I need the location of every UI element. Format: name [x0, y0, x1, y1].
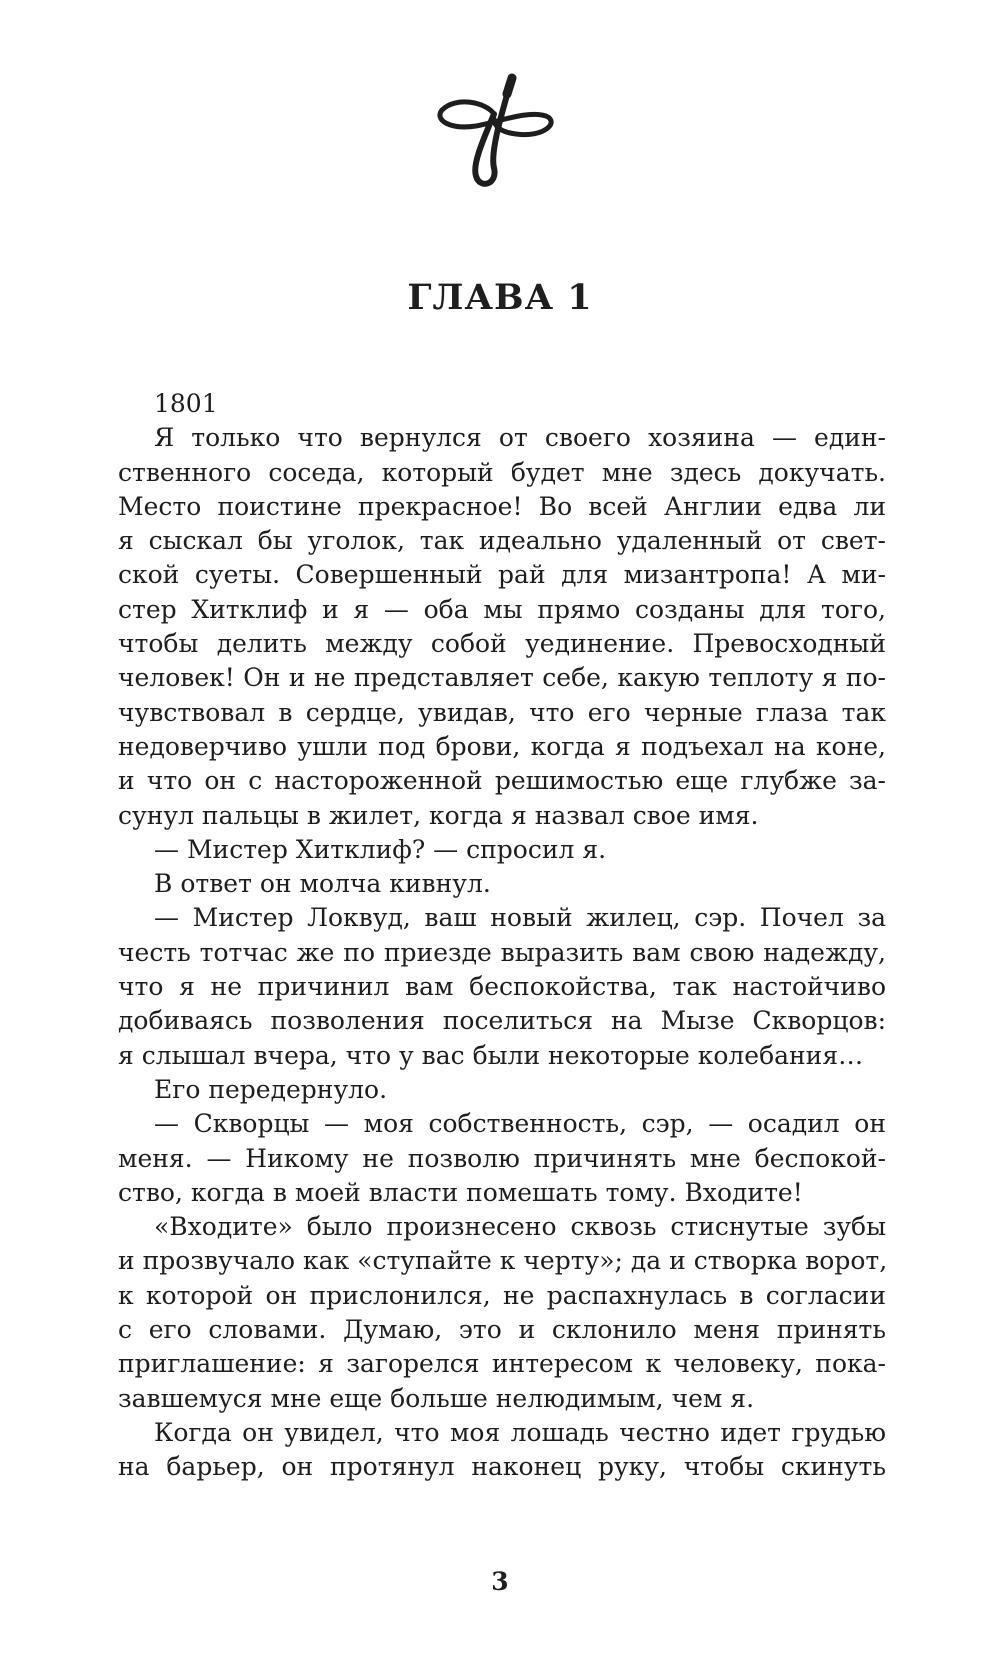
text-line: сунул пальцы в жилет, когда я назвал свое имя. — [118, 800, 759, 830]
text-line: — Скворцы — моя собственность, сэр, — осадил он — [154, 1109, 886, 1139]
text-line: ственного соседа, который будет мне здесь докучать. — [118, 457, 886, 487]
text-line: 1801 — [154, 389, 218, 418]
text-line: недоверчиво ушли под брови, когда я подъехал на коне, — [118, 731, 886, 761]
text-line: Его передернуло. — [154, 1074, 388, 1104]
text-line: добиваясь позволения поселиться на Мызе Скворцов: — [118, 1006, 886, 1036]
text-line: с его словами. Думаю, это и склонило меня принять — [118, 1315, 886, 1345]
text-line: Когда он увидел, что моя лошадь честно идет грудью — [154, 1417, 886, 1447]
text-line: к которой он прислонился, не распахнулась в согласии — [118, 1280, 886, 1310]
text-line: честь тотчас же по приезде выразить вам свою надежду, — [118, 937, 886, 967]
text-line: что я не причинил вам беспокойства, так настойчиво — [118, 972, 886, 1002]
body-text — [118, 387, 886, 1485]
text-line: «Входите» было произнесено сквозь стиснутые зубы — [154, 1212, 886, 1242]
text-line: меня. — Никому не позволю причинять мне беспокой- — [118, 1143, 886, 1173]
decorative-flourish-icon — [436, 72, 556, 190]
text-line: Место поистине прекрасное! Во всей Англии едва ли — [118, 491, 886, 521]
text-line: человек! Он и не представляет себе, какую теплоту я по- — [118, 663, 886, 693]
text-line: на барьер, он протянул наконец руку, чтобы скинуть — [118, 1452, 886, 1482]
text-line: и что он с настороженной решимостью еще глубже за- — [118, 766, 886, 796]
text-line: приглашение: я загорелся интересом к человеку, пока- — [118, 1349, 886, 1379]
text-line: я сыскал бы уголок, так идеально удаленный от свет- — [118, 526, 886, 556]
text-line: — Мистер Локвуд, ваш новый жилец, сэр. Почел за — [154, 903, 886, 933]
page-number: 3 — [491, 1567, 509, 1596]
text-line: я слышал вчера, что у вас были некоторые колебания… — [118, 1040, 864, 1070]
text-line: — Мистер Хитклиф? — спросил я. — [154, 834, 607, 864]
chapter-title: ГЛАВА 1 — [407, 277, 593, 318]
text-line: завшемуся мне еще больше нелюдимым, чем я. — [118, 1383, 755, 1413]
text-line: ство, когда в моей власти помешать тому. Входите! — [118, 1177, 803, 1207]
text-line: стер Хитклиф и я — оба мы прямо созданы для того, — [118, 594, 886, 624]
text-line: ской суеты. Совершенный рай для мизантропа! А ми- — [118, 560, 886, 590]
text-line: Я только что вернулся от своего хозяина — един- — [154, 423, 886, 453]
text-line: В ответ он молча кивнул. — [154, 869, 491, 899]
text-line: чтобы делить между собой уединение. Превосходный — [118, 629, 886, 659]
text-line: и прозвучало как «ступайте к черту»; да и створка ворот, — [118, 1246, 888, 1276]
text-line: чувствовал в сердце, увидав, что его черные глаза так — [118, 697, 886, 727]
